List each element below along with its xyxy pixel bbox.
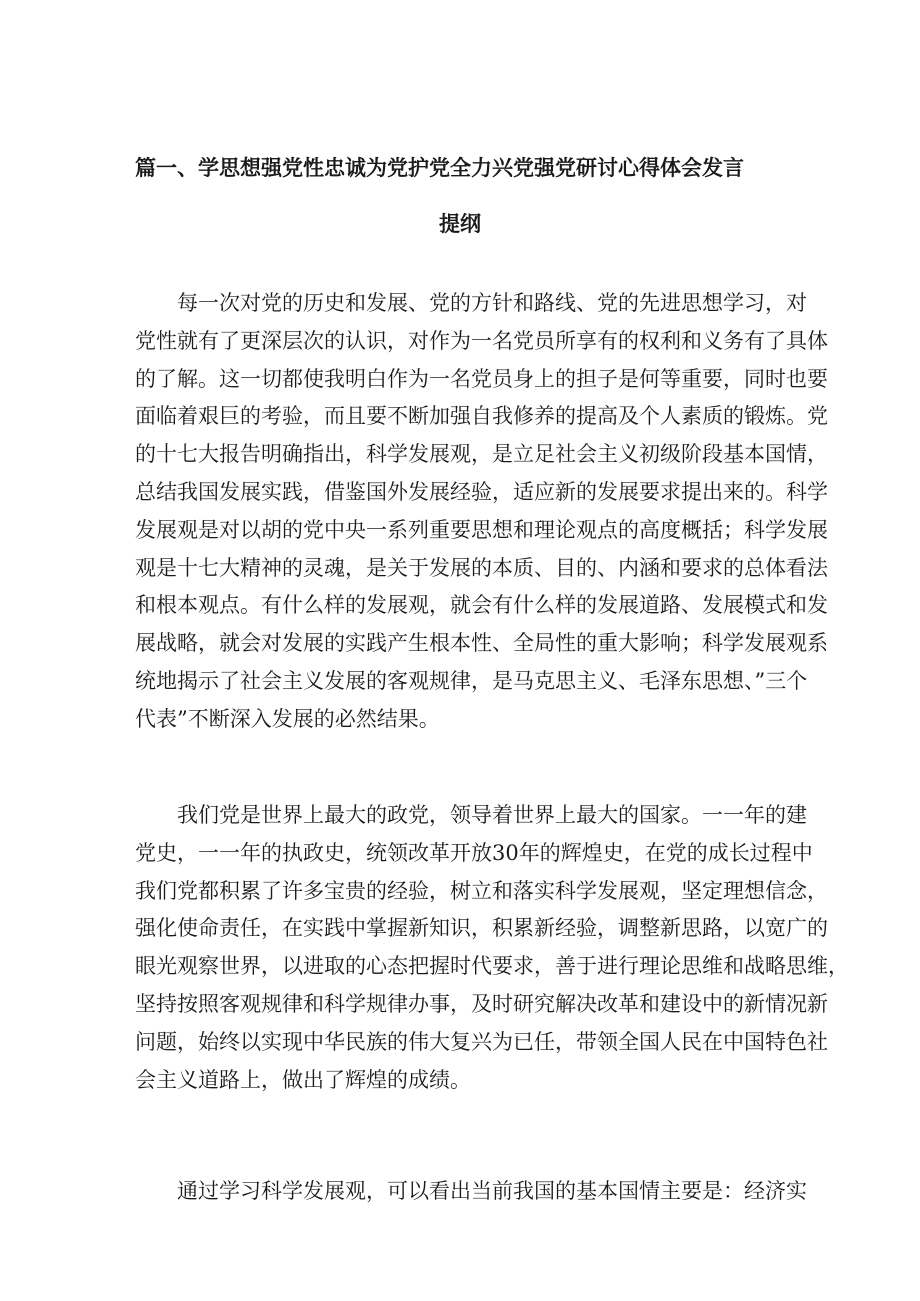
- paragraph-line: 眼光观察世界，以进取的心态把握时代要求，善于进行理论思维和战略思维，: [135, 954, 849, 979]
- paragraph-3: [135, 1173, 807, 1211]
- paragraph-line: 总结我国发展实践，借鉴国外发展经验，适应新的发展要求提出来的。科学: [135, 479, 828, 504]
- paragraph-line: 发展观是对以胡的党中央一系列重要思想和理论观点的高度概括；科学发展: [135, 517, 828, 542]
- document-title-line-1: 篇一、学思想强党性忠诚为党护党全力兴党强党研讨心得体会发言: [135, 156, 744, 180]
- paragraph-1: [135, 285, 828, 739]
- paragraph-line: 我们党是世界上最大的政党，领导着世界上最大的国家。一一年的建: [177, 803, 807, 827]
- paragraph-line: 会主义道路上，做出了辉煌的成绩。: [135, 1067, 471, 1092]
- paragraph-line: 的十七大报告明确指出，科学发展观，是立足社会主义初级阶段基本国情，: [135, 442, 828, 467]
- paragraph-line: 强化使命责任，在实践中掌握新知识，积累新经验，调整新思路，以宽广的: [135, 916, 828, 941]
- paragraph-line: 面临着艰巨的考验，而且要不断加强自我修养的提高及个人素质的锻炼。党: [135, 404, 828, 429]
- paragraph-line: 每一次对党的历史和发展、党的方针和路线、党的先进思想学习，对: [177, 291, 807, 315]
- paragraph-line: 和根本观点。有什么样的发展观，就会有什么样的发展道路、发展模式和发: [135, 593, 828, 618]
- paragraph-line: 坚持按照客观规律和科学规律办事，及时研究解决改革和建设中的新情况新: [135, 991, 828, 1016]
- paragraph-line: 通过学习科学发展观，可以看出当前我国的基本国情主要是：经济实: [177, 1179, 807, 1203]
- paragraph-line: 观是十七大精神的灵魂，是关于发展的本质、目的、内涵和要求的总体看法: [135, 555, 828, 580]
- paragraph-line: 的了解。这一切都使我明白作为一名党员身上的担子是何等重要，同时也要: [135, 366, 828, 391]
- paragraph-line: 统地揭示了社会主义发展的客观规律，是马克思主义、毛泽东思想、”三个: [135, 668, 808, 693]
- document-title-line-2: 提纲: [439, 212, 481, 236]
- paragraph-line: 展战略，就会对发展的实践产生根本性、全局性的重大影响；科学发展观系: [135, 631, 828, 656]
- paragraph-line: 问题，始终以实现中华民族的伟大复兴为已任，带领全国人民在中国特色社: [135, 1029, 828, 1054]
- paragraph-line: 我们党都积累了许多宝贵的经验，树立和落实科学发展观，坚定理想信念，: [135, 878, 828, 903]
- paragraph-line: 代表”不断深入发展的必然结果。: [135, 706, 440, 731]
- paragraph-line: 党性就有了更深层次的认识，对作为一名党员所享有的权利和义务有了具体: [135, 328, 828, 353]
- paragraph-line: 党史，一一年的执政史，统领改革开放30年的辉煌史，在党的成长过程中: [135, 840, 813, 865]
- paragraph-2: [135, 797, 849, 1099]
